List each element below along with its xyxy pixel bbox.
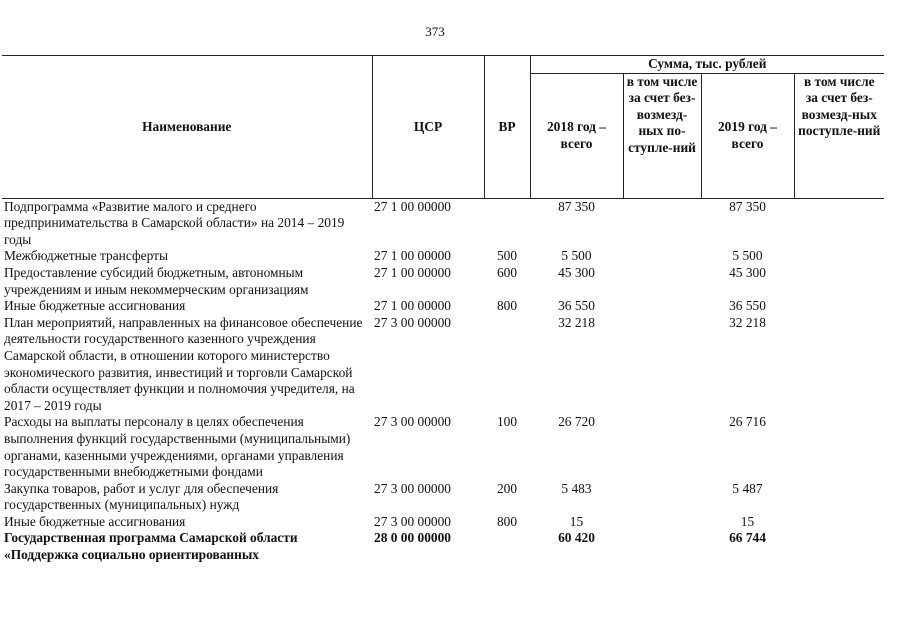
table-row [2, 414, 884, 480]
row-name: Подпрограмма «Развитие малого и среднего предпринимательства в Самарской области» на 2014 – 2019 годы [4, 198, 345, 247]
row-2019-gratis [794, 514, 884, 531]
row-name: Государственная программа Самарской области «Поддержка социально ориентированных [4, 530, 298, 563]
row-vr: 600 [496, 264, 518, 280]
header-2018-total: 2018 год – всего [530, 73, 623, 198]
row-2018-total: 36 550 [558, 298, 595, 314]
row-2018-gratis [623, 530, 701, 563]
row-2018-total: 32 218 [558, 314, 595, 330]
header-vr: ВР [484, 56, 530, 199]
row-csr: 27 1 00 00000 [374, 198, 451, 214]
row-2019-gratis [794, 414, 884, 480]
table-row [2, 315, 884, 415]
table-row [2, 530, 884, 563]
row-2019-total: 15 [740, 513, 755, 529]
row-csr: 27 1 00 00000 [374, 264, 451, 280]
row-vr: 800 [496, 298, 518, 314]
row-2019-total: 66 744 [729, 530, 766, 546]
table-row [2, 198, 884, 248]
row-2019-total: 36 550 [729, 298, 766, 314]
header-2018-gratis: в том числе за счет без-возмезд-ных по-ступле-ний [623, 73, 701, 198]
row-vr [484, 198, 530, 248]
header-name: Наименование [2, 56, 372, 199]
row-name: Иные бюджетные ассигнования [4, 298, 186, 314]
row-2019-gratis [794, 298, 884, 315]
row-name: Иные бюджетные ассигнования [4, 513, 186, 529]
row-name: План мероприятий, направленных на финансовое обеспечение деятельности государственного казенного учреждения Самарской области, в отношении которого министерство экономического развития, инвестиций и торговли Самарской области осуществляет функции и полномочия учредителя, на 2017 – 2019 годы [4, 314, 363, 413]
row-2019-gratis [794, 248, 884, 265]
row-2018-total: 5 483 [561, 480, 592, 496]
row-2019-total: 5 500 [732, 248, 763, 264]
budget-table [2, 55, 884, 564]
row-vr [484, 530, 530, 563]
table-row [2, 265, 884, 298]
row-2018-total: 15 [569, 513, 584, 529]
row-vr: 200 [496, 480, 518, 496]
row-csr: 27 3 00 00000 [374, 314, 451, 330]
row-2019-gratis [794, 265, 884, 298]
header-2019-total: 2019 год – всего [701, 73, 794, 198]
row-vr: 800 [496, 513, 518, 529]
row-2019-total: 26 716 [729, 414, 766, 430]
row-2019-total: 45 300 [729, 264, 766, 280]
row-vr [484, 315, 530, 415]
page-number: 373 [425, 24, 445, 39]
row-2018-gratis [623, 414, 701, 480]
table-body [2, 198, 884, 564]
row-2018-total: 26 720 [558, 414, 595, 430]
table-row [2, 298, 884, 315]
row-2019-total: 87 350 [729, 198, 766, 214]
row-2018-total: 5 500 [561, 248, 592, 264]
row-2019-gratis [794, 198, 884, 248]
header-csr: ЦСР [372, 56, 484, 199]
row-csr: 27 3 00 00000 [374, 513, 451, 529]
table-row [2, 481, 884, 514]
row-2018-total: 60 420 [558, 530, 595, 546]
row-csr: 27 3 00 00000 [374, 480, 451, 496]
row-name: Закупка товаров, работ и услуг для обеспечения государственных (муниципальных) нужд [4, 480, 279, 513]
row-2018-gratis [623, 298, 701, 315]
row-csr: 27 1 00 00000 [374, 248, 451, 264]
row-name: Расходы на выплаты персоналу в целях обеспечения выполнения функций государственными (муниципальными) органами, казенными учреждениями, органами управления государственными внебюджетными фондами [4, 414, 351, 480]
row-vr: 100 [496, 414, 518, 430]
row-csr: 28 0 00 00000 [374, 530, 451, 546]
row-csr: 27 3 00 00000 [374, 414, 451, 430]
table-row [2, 248, 884, 265]
row-name: Межбюджетные трансферты [4, 248, 168, 264]
row-2019-total: 32 218 [729, 314, 766, 330]
header-sum-group: Сумма, тыс. рублей [530, 56, 884, 74]
row-2018-gratis [623, 514, 701, 531]
row-2019-gratis [794, 530, 884, 563]
row-2019-total: 5 487 [732, 480, 763, 496]
row-2019-gratis [794, 315, 884, 415]
row-2018-total: 45 300 [558, 264, 595, 280]
header-2019-gratis: в том числе за счет без-возмезд-ных поступле-ний [794, 73, 884, 198]
row-csr: 27 1 00 00000 [374, 298, 451, 314]
row-2018-gratis [623, 198, 701, 248]
row-vr: 500 [496, 248, 518, 264]
row-2018-gratis [623, 265, 701, 298]
row-2018-total: 87 350 [558, 198, 595, 214]
table-row [2, 514, 884, 531]
row-name: Предоставление субсидий бюджетным, автономным учреждениям и иным некоммерческим организациям [4, 264, 309, 297]
row-2018-gratis [623, 315, 701, 415]
row-2019-gratis [794, 481, 884, 514]
row-2018-gratis [623, 481, 701, 514]
row-2018-gratis [623, 248, 701, 265]
